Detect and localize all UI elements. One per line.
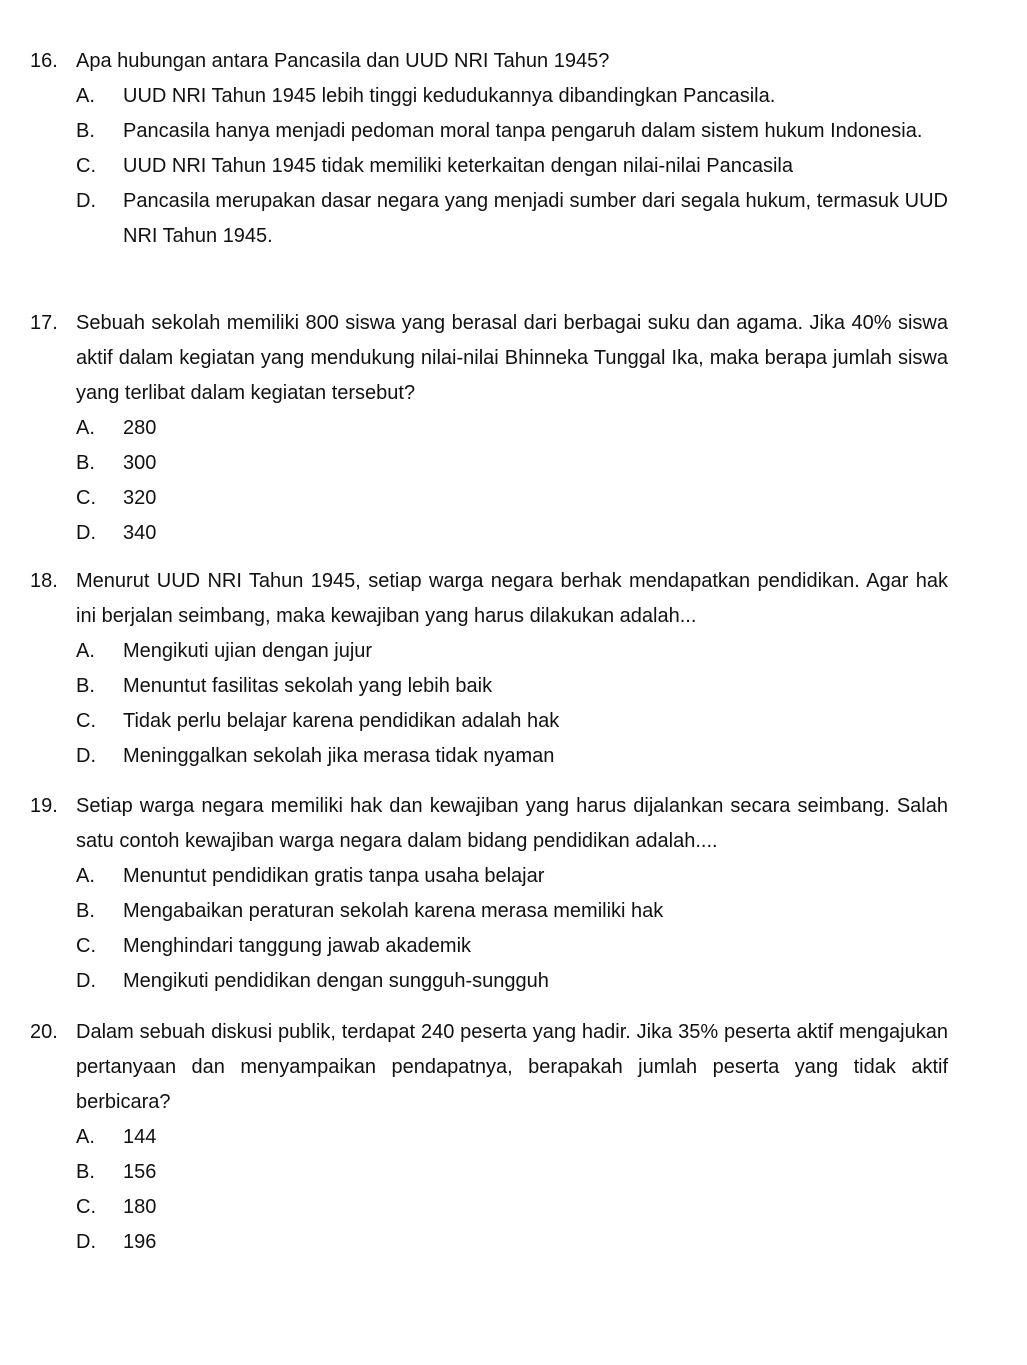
- question-text: Apa hubungan antara Pancasila dan UUD NRI Tahun 1945?: [76, 50, 610, 72]
- option-d: [30, 1225, 948, 1260]
- option-a: [30, 859, 948, 894]
- option-list: [30, 79, 948, 254]
- question-17: [30, 306, 948, 551]
- option-letter: D.: [76, 190, 96, 212]
- option-c: [30, 929, 948, 964]
- option-letter: A.: [76, 1126, 95, 1148]
- question-20: [30, 1015, 948, 1260]
- question-16: [30, 44, 948, 254]
- option-letter: C.: [76, 1196, 96, 1218]
- option-list: [30, 1120, 948, 1260]
- option-text: 340: [123, 522, 157, 544]
- option-letter: C.: [76, 155, 96, 177]
- option-letter: A.: [76, 865, 95, 887]
- option-text: Menuntut fasilitas sekolah yang lebih baik: [123, 675, 493, 697]
- question-number: 20.: [30, 1021, 58, 1043]
- option-text: Mengikuti ujian dengan jujur: [123, 640, 373, 662]
- question-number: 17.: [30, 312, 58, 334]
- option-letter: A.: [76, 417, 95, 439]
- option-letter: B.: [76, 452, 95, 474]
- option-text: 280: [123, 417, 157, 439]
- question-number: 16.: [30, 50, 58, 72]
- question-stem: [30, 564, 948, 634]
- option-c: [30, 481, 948, 516]
- question-text: Setiap warga negara memiliki hak dan kewajiban yang harus dijalankan secara seimbang. Salah satu contoh kewajiban warga negara dalam bidang pendidikan adalah....: [76, 795, 948, 852]
- option-a: [30, 411, 948, 446]
- option-text: 196: [123, 1231, 157, 1253]
- option-text: Mengikuti pendidikan dengan sungguh-sungguh: [123, 970, 549, 992]
- option-letter: B.: [76, 675, 95, 697]
- option-list: [30, 634, 948, 774]
- option-d: [30, 184, 948, 254]
- option-d: [30, 516, 948, 551]
- option-letter: D.: [76, 522, 96, 544]
- option-letter: D.: [76, 970, 96, 992]
- question-stem: [30, 789, 948, 859]
- option-letter: D.: [76, 1231, 96, 1253]
- question-text: Menurut UUD NRI Tahun 1945, setiap warga negara berhak mendapatkan pendidikan. Agar hak ini berjalan seimbang, maka kewajiban yang harus dilakukan adalah...: [76, 570, 948, 627]
- option-text: Menghindari tanggung jawab akademik: [123, 935, 472, 957]
- option-text: 144: [123, 1126, 157, 1148]
- option-list: [30, 411, 948, 551]
- question-stem: [30, 306, 948, 411]
- option-b: [30, 669, 948, 704]
- option-b: [30, 446, 948, 481]
- option-text: UUD NRI Tahun 1945 tidak memiliki keterkaitan dengan nilai-nilai Pancasila: [123, 155, 793, 177]
- option-a: [30, 79, 948, 114]
- question-text: Sebuah sekolah memiliki 800 siswa yang berasal dari berbagai suku dan agama. Jika 40% siswa aktif dalam kegiatan yang mendukung nilai-nilai Bhinneka Tunggal Ika, maka berapa jumlah siswa yang terlibat dalam kegiatan tersebut?: [76, 312, 948, 404]
- option-d: [30, 739, 948, 774]
- question-18: [30, 564, 948, 774]
- option-text: Meninggalkan sekolah jika merasa tidak nyaman: [123, 745, 555, 767]
- option-text: UUD NRI Tahun 1945 lebih tinggi kedudukannya dibandingkan Pancasila.: [123, 85, 776, 107]
- option-d: [30, 964, 948, 999]
- option-a: [30, 1120, 948, 1155]
- option-c: [30, 704, 948, 739]
- option-text: 180: [123, 1196, 157, 1218]
- option-c: [30, 1190, 948, 1225]
- option-text: Pancasila merupakan dasar negara yang menjadi sumber dari segala hukum, termasuk UUD NRI Tahun 1945.: [123, 190, 948, 247]
- option-text: Tidak perlu belajar karena pendidikan adalah hak: [123, 710, 560, 732]
- option-letter: C.: [76, 935, 96, 957]
- option-text: 300: [123, 452, 157, 474]
- option-c: [30, 149, 948, 184]
- option-letter: D.: [76, 745, 96, 767]
- option-b: [30, 114, 948, 149]
- question-19: [30, 789, 948, 999]
- question-text: Dalam sebuah diskusi publik, terdapat 240 peserta yang hadir. Jika 35% peserta aktif mengajukan pertanyaan dan menyampaikan pendapatnya, berapakah jumlah peserta yang tidak aktif berbicara?: [76, 1021, 948, 1113]
- question-stem: [30, 1015, 948, 1120]
- option-text: 320: [123, 487, 157, 509]
- option-letter: A.: [76, 640, 95, 662]
- option-text: Menuntut pendidikan gratis tanpa usaha belajar: [123, 865, 545, 887]
- option-text: Mengabaikan peraturan sekolah karena merasa memiliki hak: [123, 900, 664, 922]
- question-stem: [30, 44, 948, 79]
- option-b: [30, 1155, 948, 1190]
- option-letter: C.: [76, 710, 96, 732]
- option-b: [30, 894, 948, 929]
- option-letter: C.: [76, 487, 96, 509]
- option-a: [30, 634, 948, 669]
- option-letter: B.: [76, 900, 95, 922]
- option-letter: A.: [76, 85, 95, 107]
- option-letter: B.: [76, 1161, 95, 1183]
- option-text: Pancasila hanya menjadi pedoman moral tanpa pengaruh dalam sistem hukum Indonesia.: [123, 120, 923, 142]
- option-text: 156: [123, 1161, 157, 1183]
- question-number: 18.: [30, 570, 58, 592]
- option-list: [30, 859, 948, 999]
- question-number: 19.: [30, 795, 58, 817]
- option-letter: B.: [76, 120, 95, 142]
